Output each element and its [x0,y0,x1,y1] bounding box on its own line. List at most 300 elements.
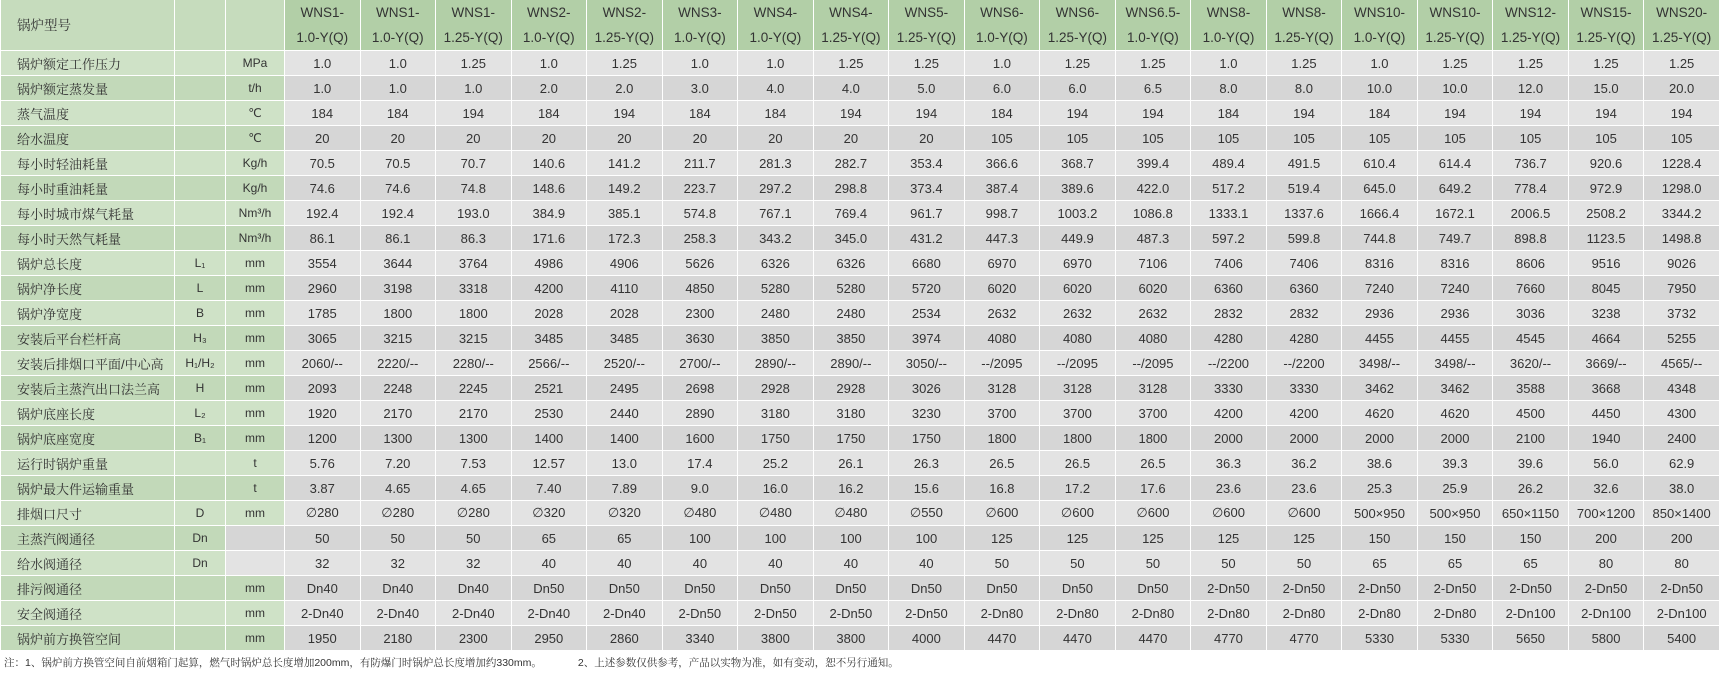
table-cell: 3485 [512,326,587,351]
model-spec: 1.25-Y(Q) [594,30,654,45]
table-cell: 1.25 [1569,51,1644,76]
table-cell: 1400 [512,426,587,451]
table-cell: 2-Dn50 [738,601,813,626]
model-header [1493,0,1568,51]
table-cell: 4280 [1267,326,1342,351]
table-cell: 80 [1569,551,1644,576]
table-cell: 65 [1418,551,1493,576]
table-cell: ∅320 [512,501,587,526]
table-cell: 223.7 [663,176,738,201]
table-cell: 1.0 [738,51,813,76]
table-cell: 2-Dn50 [1267,576,1342,601]
table-cell: 194 [814,101,889,126]
table-cell: 998.7 [965,201,1040,226]
model-spec: 1.0-Y(Q) [673,30,726,45]
row-unit: mm [226,276,284,301]
table-cell: 149.2 [587,176,662,201]
table-cell: 2245 [436,376,511,401]
table-cell: 2-Dn80 [1116,601,1191,626]
table-cell: 3340 [663,626,738,651]
table-cell: 194 [1644,101,1719,126]
table-cell: 345.0 [814,226,889,251]
table-row [1,201,1719,226]
table-cell: 2508.2 [1569,201,1644,226]
model-spec: 1.0-Y(Q) [1353,30,1406,45]
table-cell: 105 [1116,126,1191,151]
table-cell: 3330 [1191,376,1266,401]
table-cell: 258.3 [663,226,738,251]
table-cell: 6360 [1191,276,1266,301]
table-cell: 3238 [1569,301,1644,326]
table-cell: 2-Dn50 [1418,576,1493,601]
table-cell: 40 [889,551,964,576]
table-cell: 1800 [361,301,436,326]
table-cell: 2698 [663,376,738,401]
table-row [1,401,1719,426]
model-header [663,0,738,51]
table-cell: 17.2 [1040,476,1115,501]
table-cell: 3700 [1116,401,1191,426]
table-cell: 2-Dn50 [889,601,964,626]
table-cell: Dn40 [285,576,360,601]
table-cell: 192.4 [361,201,436,226]
table-cell: 13.0 [587,451,662,476]
table-cell: 7240 [1418,276,1493,301]
table-cell: 105 [1644,126,1719,151]
table-cell: 7660 [1493,276,1568,301]
model-spec: 1.25-Y(Q) [1047,30,1108,45]
table-cell: 2-Dn100 [1569,601,1644,626]
table-cell: 9.0 [663,476,738,501]
table-cell: 5626 [663,251,738,276]
table-cell: 6020 [965,276,1040,301]
model-header [1191,0,1266,51]
table-cell: 1.0 [512,51,587,76]
table-cell: 74.6 [285,176,360,201]
table-cell: Dn50 [814,576,889,601]
row-unit: mm [226,401,284,426]
table-cell: 3498/-- [1418,351,1493,376]
table-cell: 200 [1644,526,1719,551]
row-label: 锅炉净长度 [1,276,174,301]
table-cell: 184 [285,101,360,126]
table-cell: 4620 [1418,401,1493,426]
table-cell: 2180 [361,626,436,651]
table-cell: 4.0 [738,76,813,101]
table-cell: 7240 [1342,276,1417,301]
table-cell: 1.0 [1191,51,1266,76]
table-row [1,126,1719,151]
table-cell: 4450 [1569,401,1644,426]
table-cell: 125 [1191,526,1266,551]
table-cell: 920.6 [1569,151,1644,176]
table-cell: 389.6 [1040,176,1115,201]
table-cell: 4280 [1191,326,1266,351]
model-series: WNS15- [1580,5,1632,20]
table-cell: 9516 [1569,251,1644,276]
row-symbol: L₂ [175,401,225,426]
table-cell: 2960 [285,276,360,301]
table-cell: 4200 [1191,401,1266,426]
table-cell: 1.25 [1116,51,1191,76]
table-cell: ∅480 [663,501,738,526]
table-cell: 5280 [738,276,813,301]
model-series: WNS10- [1353,5,1405,20]
table-cell: 105 [1267,126,1342,151]
table-cell: 599.8 [1267,226,1342,251]
table-cell: 1228.4 [1644,151,1719,176]
table-row [1,576,1719,601]
model-spec: 1.25-Y(Q) [1500,30,1561,45]
row-label: 排污阀通径 [1,576,174,601]
table-cell: 850×1400 [1644,501,1719,526]
table-cell: 32 [436,551,511,576]
table-cell: 4470 [1116,626,1191,651]
model-spec: 1.0-Y(Q) [296,30,349,45]
table-cell: 26.5 [965,451,1040,476]
table-cell: 105 [1418,126,1493,151]
table-cell: 4850 [663,276,738,301]
table-cell: 184 [512,101,587,126]
table-cell: 125 [1040,526,1115,551]
row-symbol [175,226,225,251]
table-cell: 1300 [436,426,511,451]
model-series: WNS4- [753,5,798,20]
table-cell: 7.89 [587,476,662,501]
table-cell: 4906 [587,251,662,276]
table-cell: 491.5 [1267,151,1342,176]
row-symbol: B [175,301,225,326]
table-cell: 2928 [738,376,813,401]
table-cell: 20 [587,126,662,151]
table-cell: 50 [361,526,436,551]
table-cell: 50 [1116,551,1191,576]
table-cell: 25.9 [1418,476,1493,501]
row-symbol: H₁/H₂ [175,351,225,376]
table-cell: 1750 [889,426,964,451]
table-cell: 2028 [587,301,662,326]
table-cell: 184 [965,101,1040,126]
table-cell: 3330 [1267,376,1342,401]
table-cell: 70.7 [436,151,511,176]
table-cell: 2-Dn80 [1267,601,1342,626]
table-cell: 1.0 [1342,51,1417,76]
row-symbol [175,176,225,201]
row-unit: MPa [226,51,284,76]
table-cell: 105 [1342,126,1417,151]
table-cell: 1300 [361,426,436,451]
table-cell: 25.2 [738,451,813,476]
row-symbol [175,626,225,651]
table-cell: 2936 [1418,301,1493,326]
model-header [361,0,436,51]
table-cell: 422.0 [1116,176,1191,201]
row-unit: t [226,476,284,501]
row-unit: mm [226,576,284,601]
table-cell: 1.0 [361,51,436,76]
row-unit: mm [226,251,284,276]
table-cell: 4620 [1342,401,1417,426]
table-cell: 1600 [663,426,738,451]
table-row [1,526,1719,551]
table-cell: 3850 [814,326,889,351]
table-cell: 3065 [285,326,360,351]
table-cell: 4770 [1267,626,1342,651]
table-cell: 141.2 [587,151,662,176]
table-cell: 105 [1569,126,1644,151]
table-cell: 194 [587,101,662,126]
table-cell: 74.8 [436,176,511,201]
table-cell: 2028 [512,301,587,326]
model-series: WNS10- [1429,5,1481,20]
table-cell: Dn50 [1116,576,1191,601]
table-cell: 447.3 [965,226,1040,251]
row-unit: mm [226,426,284,451]
table-cell: 2632 [965,301,1040,326]
table-cell: 2950 [512,626,587,651]
table-cell: 6020 [1116,276,1191,301]
table-cell: 2060/-- [285,351,360,376]
table-cell: 2.0 [587,76,662,101]
table-cell: --/2095 [1040,351,1115,376]
table-cell: 65 [1493,551,1568,576]
table-cell: 597.2 [1191,226,1266,251]
table-cell: 2566/-- [512,351,587,376]
footnotes [4,655,899,670]
table-cell: 4545 [1493,326,1568,351]
row-symbol [175,151,225,176]
table-cell: 1123.5 [1569,226,1644,251]
table-cell: 1750 [814,426,889,451]
row-unit [226,551,284,576]
table-cell: 5330 [1418,626,1493,651]
table-cell: 6970 [1040,251,1115,276]
table-cell: 2280/-- [436,351,511,376]
table-cell: 2-Dn80 [1342,601,1417,626]
table-cell: 50 [965,551,1040,576]
table-cell: ∅480 [738,501,813,526]
row-unit: mm [226,326,284,351]
table-cell: 3485 [587,326,662,351]
row-unit: mm [226,301,284,326]
table-cell: --/2095 [1116,351,1191,376]
table-cell: --/2095 [965,351,1040,376]
table-row [1,351,1719,376]
table-cell: ∅600 [1191,501,1266,526]
table-cell: 6680 [889,251,964,276]
table-cell: 2000 [1267,426,1342,451]
table-cell: 184 [663,101,738,126]
table-cell: 2-Dn50 [1342,576,1417,601]
model-spec: 1.0-Y(Q) [371,30,424,45]
table-cell: 399.4 [1116,151,1191,176]
table-cell: 40 [738,551,813,576]
table-cell: 614.4 [1418,151,1493,176]
row-unit: Nm³/h [226,226,284,251]
table-cell: 385.1 [587,201,662,226]
table-cell: 184 [738,101,813,126]
table-cell: 40 [587,551,662,576]
table-cell: 5720 [889,276,964,301]
model-header [587,0,662,51]
table-cell: 2.0 [512,76,587,101]
table-cell: 140.6 [512,151,587,176]
table-cell: 9026 [1644,251,1719,276]
table-cell: 1.25 [1493,51,1568,76]
table-cell: 150 [1342,526,1417,551]
table-cell: ∅600 [965,501,1040,526]
table-cell: --/2200 [1191,351,1266,376]
row-unit: Kg/h [226,176,284,201]
row-unit: t/h [226,76,284,101]
table-cell: 1800 [436,301,511,326]
table-cell: 12.0 [1493,76,1568,101]
table-cell: 2-Dn40 [285,601,360,626]
table-cell: 20.0 [1644,76,1719,101]
table-cell: 3462 [1342,376,1417,401]
table-cell: 281.3 [738,151,813,176]
table-row [1,226,1719,251]
table-cell: 2248 [361,376,436,401]
row-label: 锅炉额定蒸发量 [1,76,174,101]
table-cell: 20 [361,126,436,151]
table-cell: 1.25 [1267,51,1342,76]
table-cell: 1003.2 [1040,201,1115,226]
table-cell: 1800 [1040,426,1115,451]
table-cell: 489.4 [1191,151,1266,176]
model-header [1267,0,1342,51]
table-cell: 2006.5 [1493,201,1568,226]
table-cell: 80 [1644,551,1719,576]
model-series: WNS6.5- [1125,5,1181,20]
row-symbol: B₁ [175,426,225,451]
table-cell: 4500 [1493,401,1568,426]
table-cell: 65 [587,526,662,551]
row-unit [226,526,284,551]
table-cell: 3669/-- [1569,351,1644,376]
table-cell: 5400 [1644,626,1719,651]
table-row [1,326,1719,351]
table-cell: 50 [1191,551,1266,576]
row-symbol: L [175,276,225,301]
table-cell: 2300 [436,626,511,651]
table-cell: 8316 [1342,251,1417,276]
table-cell: 2860 [587,626,662,651]
table-cell: 4565/-- [1644,351,1719,376]
table-cell: 2832 [1191,301,1266,326]
table-cell: 100 [738,526,813,551]
row-symbol [175,576,225,601]
table-cell: 3700 [1040,401,1115,426]
table-cell: 353.4 [889,151,964,176]
table-cell: 3764 [436,251,511,276]
table-cell: 3554 [285,251,360,276]
table-cell: ∅600 [1267,501,1342,526]
table-cell: 2480 [814,301,889,326]
table-cell: 961.7 [889,201,964,226]
model-series: WNS3- [678,5,722,20]
table-cell: 767.1 [738,201,813,226]
table-cell: 7.20 [361,451,436,476]
table-cell: 3630 [663,326,738,351]
row-symbol: L₁ [175,251,225,276]
table-cell: 1.25 [814,51,889,76]
table-cell: Dn50 [738,576,813,601]
table-cell: 8045 [1569,276,1644,301]
table-cell: 2000 [1418,426,1493,451]
table-cell: 3498/-- [1342,351,1417,376]
table-cell: 86.1 [361,226,436,251]
row-label: 给水温度 [1,126,174,151]
table-cell: 2928 [814,376,889,401]
table-cell: 7.40 [512,476,587,501]
table-cell: 3620/-- [1493,351,1568,376]
row-label: 安全阀通径 [1,601,174,626]
model-header [285,0,360,51]
table-cell: 194 [1493,101,1568,126]
table-cell: 184 [361,101,436,126]
table-cell: 1672.1 [1418,201,1493,226]
table-cell: 15.6 [889,476,964,501]
model-series: WNS8- [1206,5,1251,20]
table-cell: ∅280 [436,501,511,526]
table-cell: 1.25 [436,51,511,76]
row-label: 锅炉额定工作压力 [1,51,174,76]
row-label: 锅炉前方换管空间 [1,626,174,651]
row-label: 安装后主蒸汽出口法兰高 [1,376,174,401]
table-cell: 4986 [512,251,587,276]
table-cell: 368.7 [1040,151,1115,176]
table-cell: 150 [1418,526,1493,551]
table-cell: 6.0 [965,76,1040,101]
row-label: 蒸气温度 [1,101,174,126]
table-cell: 6.5 [1116,76,1191,101]
table-cell: 700×1200 [1569,501,1644,526]
table-cell: 40 [663,551,738,576]
table-cell: 100 [814,526,889,551]
model-series: WNS12- [1505,5,1557,20]
table-cell: 4.0 [814,76,889,101]
table-cell: 3344.2 [1644,201,1719,226]
table-cell: 3462 [1418,376,1493,401]
table-cell: 3026 [889,376,964,401]
table-cell: 2480 [738,301,813,326]
row-label: 安装后平台栏杆高 [1,326,174,351]
row-unit: mm [226,626,284,651]
model-header [1116,0,1191,51]
row-symbol [175,601,225,626]
table-cell: Dn50 [587,576,662,601]
model-spec: 1.25-Y(Q) [1425,30,1485,45]
table-cell: 744.8 [1342,226,1417,251]
table-cell: 2521 [512,376,587,401]
table-cell: ∅320 [587,501,662,526]
table-cell: 3050/-- [889,351,964,376]
table-cell: 194 [1569,101,1644,126]
model-header [436,0,511,51]
table-cell: 384.9 [512,201,587,226]
table-cell: Dn50 [663,576,738,601]
table-cell: 3974 [889,326,964,351]
table-cell: 38.0 [1644,476,1719,501]
table-cell: 3198 [361,276,436,301]
model-header [889,0,964,51]
table-cell: 4300 [1644,401,1719,426]
row-label: 每小时天然气耗量 [1,226,174,251]
table-cell: 1.0 [285,51,360,76]
table-cell: 778.4 [1493,176,1568,201]
table-cell: 150 [1493,526,1568,551]
